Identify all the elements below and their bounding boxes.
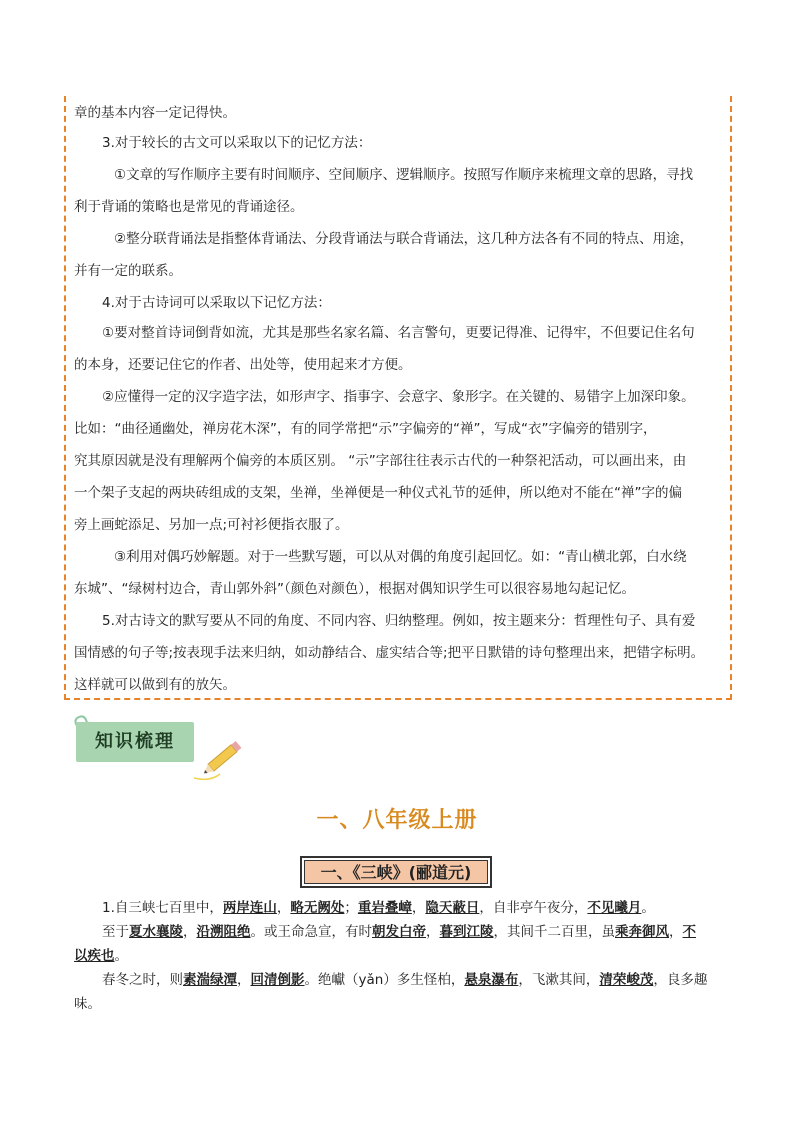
text-segment: ，自非亭午夜分， [479,900,588,916]
text-segment: 。绝巘（yǎn）多生怪柏， [304,972,465,988]
tip-line: 旁上画蛇添足、另加一点;可衬衫便指衣服了。 [74,517,349,533]
tip-line: 国情感的句子等;按表现手法来归纳，如动静结合、虚实结合等;把平日默错的诗句整理出来，把错字标明。 [74,645,705,661]
text-segment: ， [237,972,251,988]
key-phrase: 暮到江陵 [439,924,494,940]
tip-line: 3.对于较长的古文可以采取以下的记忆方法： [102,135,372,151]
tip-line: 章的基本内容一定记得快。 [74,105,236,121]
text-segment: 1.自三峡七百里中， [102,900,223,916]
text-segment: 。 [641,900,655,916]
tip-line: 比如：“曲径通幽处，禅房花木深”，有的同学常把“示”字偏旁的“禅”，写成“衣”字偏旁的错别字， [74,421,657,437]
tip-line: ②应懂得一定的汉字造字法，如形声字、指事字、会意字、象形字。在关键的、易错字上加深印象。 [102,389,695,405]
tip-line: 利于背诵的策略也是常见的背诵途径。 [74,199,304,215]
tip-line: 东城”、“绿树村边合，青山郭外斜”（颜色对颜色），根据对偶知识学生可以很容易地勾起记忆。 [74,581,635,597]
text-segment: ， [426,924,440,940]
key-phrase: 夏水襄陵 [129,924,183,940]
text-segment: 春冬之时，则 [102,972,183,988]
pencil-icon [190,734,254,784]
page-heading: 一、八年级上册 [316,808,478,833]
key-phrase: 两岸连山 [222,900,277,916]
key-phrase: 以疾也 [74,948,115,964]
key-phrase: 乘奔御风 [615,924,669,940]
key-phrase: 回清倒影 [250,972,305,988]
text-segment: 味。 [74,996,101,1012]
tip-line: ②整分联背诵法是指整体背诵法、分段背诵法与联合背诵法，这几种方法各有不同的特点、用途， [114,231,694,247]
key-phrase: 素湍绿潭 [183,972,237,988]
text-segment: ， [276,900,291,916]
text-segment: ，飞漱其间， [518,972,600,988]
text-segment: ，良多趣 [653,972,708,988]
lesson-title: 一、《三峡》(郦道元) [304,860,488,884]
key-phrase: 沿溯阻绝 [196,924,251,940]
key-phrase: 略无阙处 [290,900,345,916]
tip-line: 究其原因就是没有理解两个偏旁的本质区别。 “示”字部往往表示古代的一种祭祀活动，可以画出来，由 [74,453,687,469]
text-paragraph-3 [102,971,707,989]
text-segment: ， [183,924,197,940]
tip-line: ①要对整首诗词倒背如流，尤其是那些名家名篇、名言警句，更要记得准、记得牢，不但要记住名句 [102,325,695,341]
tip-line: 这样就可以做到有的放矢。 [74,677,236,693]
text-segment: 。 [114,948,128,964]
text-segment: ， [411,900,426,916]
key-phrase: 朝发白帝 [372,924,426,940]
tip-line: 5.对古诗文的默写要从不同的角度、不同内容、归纳整理。例如，按主题来分：哲理性句子、具有爱 [102,613,696,629]
tip-line: 一个架子支起的两块砖组成的支架，坐禅，坐禅便是一种仪式礼节的延伸，所以绝对不能在“禅”字的偏 [74,485,682,501]
text-segment: ，其间千二百里，虽 [493,924,615,940]
text-segment: 至于 [102,924,129,940]
text-paragraph-3-cont [74,995,101,1013]
key-phrase: 清荣峻茂 [599,972,654,988]
key-phrase: 重岩叠嶂 [357,900,412,916]
section-badge: 知识梳理 [76,722,194,762]
key-phrase: 不见曦月 [587,900,642,916]
lesson-title-box [300,856,492,888]
key-phrase: 隐天蔽日 [425,900,480,916]
key-phrase: 悬泉瀑布 [464,972,519,988]
text-paragraph-1 [102,899,655,917]
key-phrase: 不 [682,924,696,940]
text-segment: ， [669,924,683,940]
text-paragraph-2 [102,923,696,941]
text-segment: 。或王命急宣，有时 [250,924,372,940]
tip-line: 的本身，还要记住它的作者、出处等，使用起来才方便。 [74,357,412,373]
text-segment: ； [344,900,358,916]
tip-line: ①文章的写作顺序主要有时间顺序、空间顺序、逻辑顺序。按照写作顺序来梳理文章的思路，寻找 [114,167,694,183]
tip-line: 4.对于古诗词可以采取以下记忆方法： [102,295,331,311]
tip-line: ③利用对偶巧妙解题。对于一些默写题，可以从对偶的角度引起回忆。如：“青山横北郭，白水绕 [114,549,687,565]
tip-line: 并有一定的联系。 [74,263,182,279]
text-paragraph-2-cont [74,947,128,965]
